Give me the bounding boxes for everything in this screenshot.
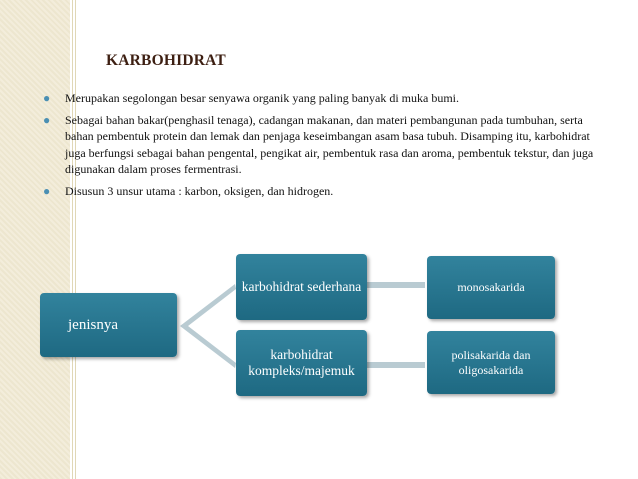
connector-sederhana xyxy=(367,282,425,288)
diagram-node-sederhana: karbohidrat sederhana xyxy=(236,254,367,320)
diagram-node-polisakarida: polisakarida dan oligosakarida xyxy=(427,331,555,394)
diagram-node-root: jenisnya xyxy=(40,293,177,357)
bullet-icon: ● xyxy=(43,112,51,127)
decorative-line xyxy=(72,0,73,479)
bullet-item: ● Merupakan segolongan besar senyawa organik yang paling banyak di muka bumi. xyxy=(43,91,460,105)
bullet-list xyxy=(43,90,603,204)
bullet-item: ● Sebagai bahan bakar(penghasil tenaga), cadangan makanan, dan materi pembangunan pada tumbuhan, serta bahan pembentuk protein dan lemak dan penjaga keseimbangan asam basa tubuh. Disamping itu, karbohidrat juga berfungsi sebagai bahan pengental, pengikat air, pembentuk rasa dan aroma, pembentuk tekstur, dan juga digunakan dalam proses fermentrasi. xyxy=(43,112,594,176)
bullet-icon: ● xyxy=(43,183,51,198)
diagram-node-monosakarida: monosakarida xyxy=(427,256,555,319)
connector-root-branch xyxy=(180,284,236,368)
connector-kompleks xyxy=(367,362,425,368)
decorative-line xyxy=(75,0,76,479)
bullet-icon: ● xyxy=(43,91,51,105)
diagram-node-kompleks: karbohidrat kompleks/majemuk xyxy=(236,330,367,396)
slide-title: KARBOHIDRAT xyxy=(106,52,226,69)
decorative-sidebar xyxy=(0,0,70,479)
bullet-item: ● Disusun 3 unsur utama : karbon, oksigen, dan hidrogen. xyxy=(43,183,334,198)
